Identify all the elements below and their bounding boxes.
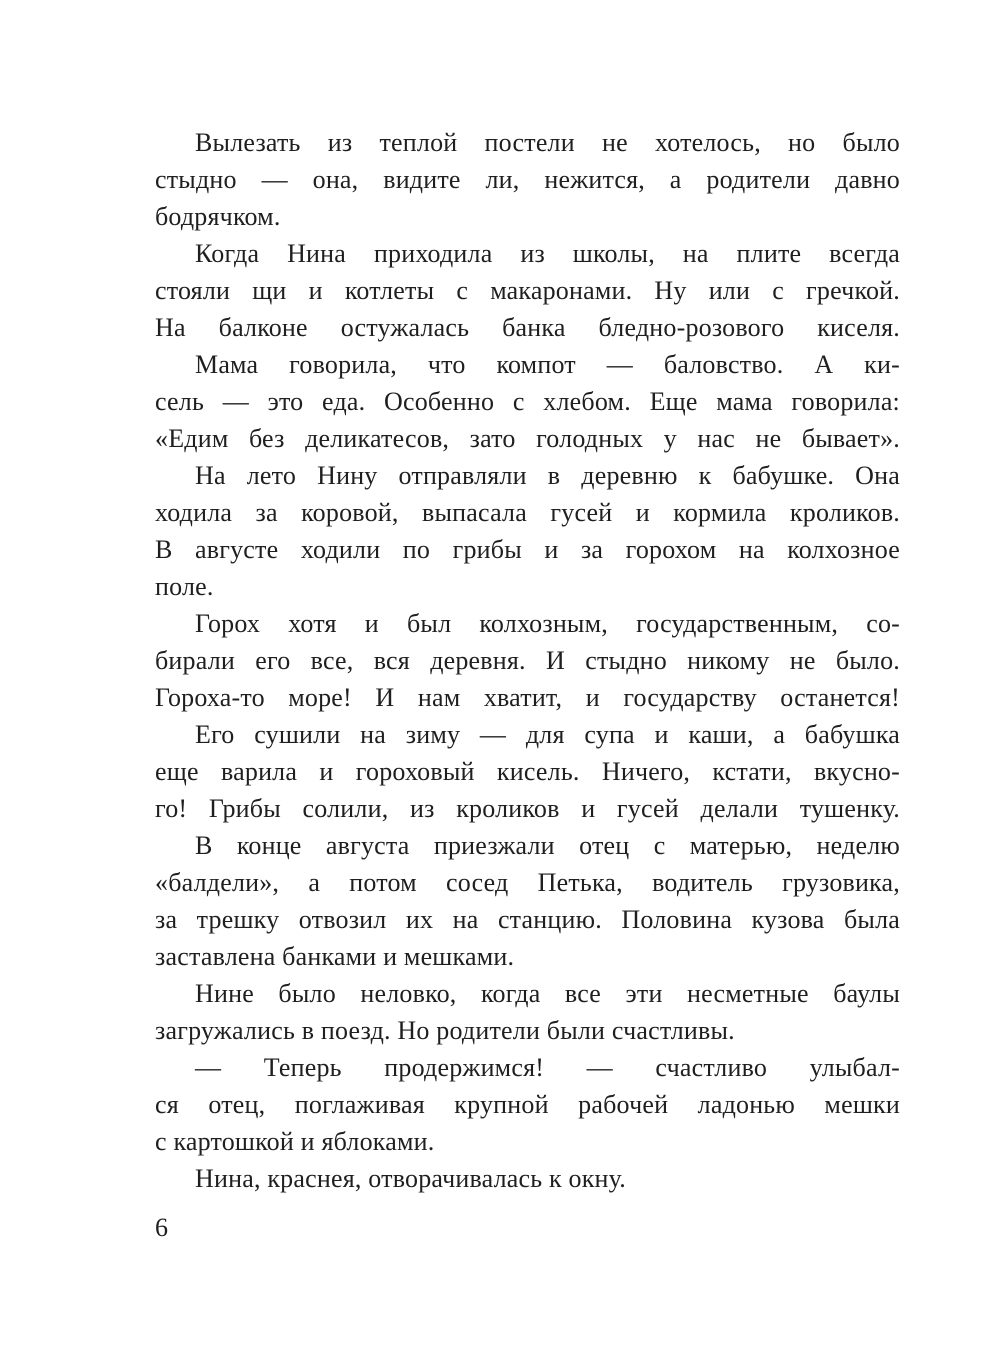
text-line: На лето Нину отправляли в деревню к бабушке. Она [195, 461, 900, 490]
text-line: бодрячком. [155, 202, 281, 231]
text-block [155, 124, 900, 1197]
text-line: В августе ходили по грибы и за горохом на колхозное [155, 535, 900, 564]
text-line: Нина, краснея, отворачивалась к окну. [195, 1164, 626, 1193]
text-line: Гороха-то море! И нам хватит, и государству останется! [155, 683, 900, 712]
text-line: поле. [155, 572, 214, 601]
text-line: Когда Нина приходила из школы, на плите всегда [195, 239, 900, 268]
text-line: ходила за коровой, выпасала гусей и кормила кроликов. [155, 498, 900, 527]
text-line: стояли щи и котлеты с макаронами. Ну или с гречкой. [155, 276, 900, 305]
text-line: «балдели», а потом сосед Петька, водитель грузовика, [155, 868, 900, 897]
text-line: с картошкой и яблоками. [155, 1127, 435, 1156]
text-line: заставлена банками и мешками. [155, 942, 515, 971]
text-line: В конце августа приезжали отец с матерью, неделю [195, 831, 900, 860]
text-line: Нине было неловко, когда все эти несметные баулы [195, 979, 900, 1008]
text-line: го! Грибы солили, из кроликов и гусей делали тушенку. [155, 794, 900, 823]
text-line: за трешку отвозил их на станцию. Половина кузова была [155, 905, 900, 934]
text-line: Вылезать из теплой постели не хотелось, но было [195, 128, 900, 157]
text-line: сель — это еда. Особенно с хлебом. Еще мама говорила: [155, 387, 900, 416]
text-line: ся отец, поглаживая крупной рабочей ладонью мешки [155, 1090, 900, 1119]
text-line: Мама говорила, что компот — баловство. А ки- [195, 350, 900, 379]
page-number: 6 [155, 1213, 168, 1242]
text-line: Его сушили на зиму — для супа и каши, а бабушка [195, 720, 900, 749]
text-line: загружались в поезд. Но родители были счастливы. [155, 1016, 735, 1045]
text-line: — Теперь продержимся! — счастливо улыбал- [195, 1053, 900, 1082]
text-line: бирали его все, вся деревня. И стыдно никому не было. [155, 646, 900, 675]
text-line: стыдно — она, видите ли, нежится, а родители давно [155, 165, 900, 194]
text-line: «Едим без деликатесов, зато голодных у нас не бывает». [155, 424, 900, 453]
text-line: На балконе остужалась банка бледно-розового киселя. [155, 313, 900, 342]
text-line: Горох хотя и был колхозным, государственным, со- [195, 609, 900, 638]
text-line: еще варила и гороховый кисель. Ничего, кстати, вкусно- [155, 757, 900, 786]
